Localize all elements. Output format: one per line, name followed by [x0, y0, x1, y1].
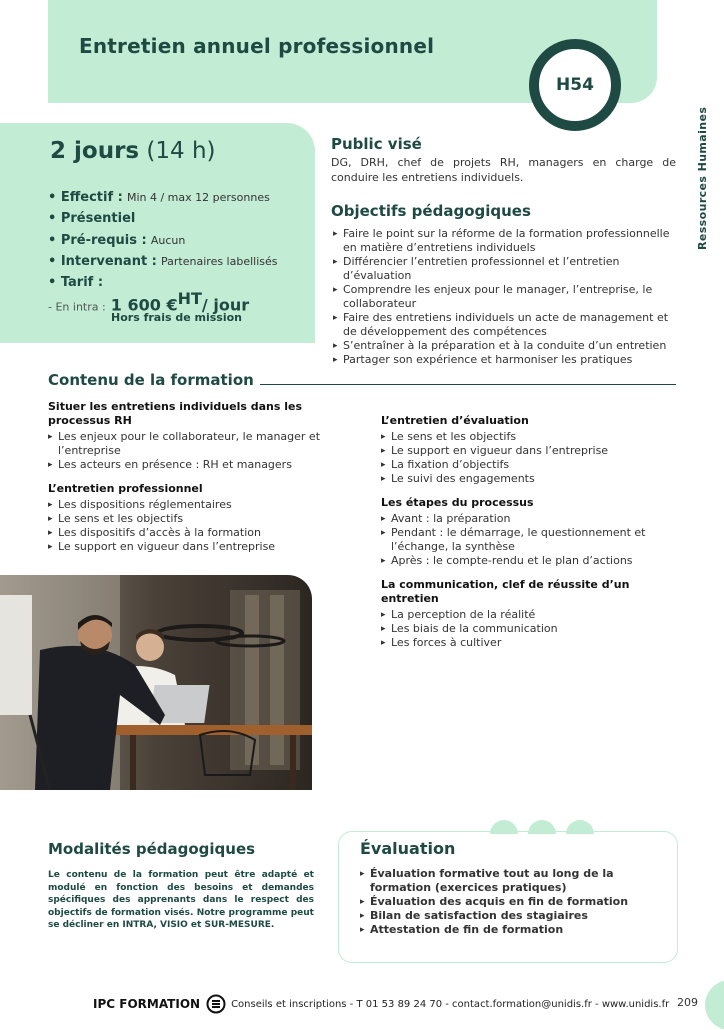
contenu-right-item: ▸ Le sens et les objectifs: [381, 430, 676, 444]
contenu-right-subheading: Les étapes du processus: [381, 496, 534, 509]
modalites-text: Le contenu de la formation peut être adapté et modulé en fonction des besoins et demandes spécifiques des apprenants dans le respect des objectifs de formation visés. Notre programme peut se décliner en INTRA, VISIO et SUR-MESURE.: [48, 870, 314, 930]
course-code-badge: [529, 39, 621, 131]
contenu-left-column: [48, 400, 328, 554]
info-presentiel: • Présentiel: [48, 211, 136, 226]
public-heading: Public visé: [331, 135, 422, 153]
evaluation-item: ▸ Attestation de fin de formation: [360, 923, 660, 937]
page-title: Entretien annuel professionnel: [79, 34, 435, 58]
footer: [93, 994, 669, 1014]
meeting-photo: [0, 575, 312, 790]
objectif-item: ▸ Faire des entretiens individuels un acte de management et de développement des compétences: [333, 311, 676, 339]
section-divider: [260, 384, 676, 385]
price-note: Hors frais de mission: [111, 311, 242, 324]
info-tarif: • Tarif :: [48, 275, 104, 290]
contenu-left-item: ▸ Les dispositifs d’accès à la formation: [48, 526, 328, 540]
public-text: DG, DRH, chef de projets RH, managers en charge de conduire les entretiens individuels.: [331, 156, 676, 184]
modalites-heading: Modalités pédagogiques: [48, 840, 256, 858]
contenu-left-list: [48, 430, 328, 472]
contenu-right-item: ▸ Le suivi des engagements: [381, 472, 676, 486]
contenu-right-list: [381, 608, 676, 650]
contenu-left-item: ▸ Le support en vigueur dans l’entreprise: [48, 540, 328, 554]
objectifs-list: [333, 227, 676, 367]
contenu-left-item: ▸ Les dispositions réglementaires: [48, 498, 328, 512]
ipc-logo-icon: [206, 994, 226, 1014]
objectif-item: ▸ Partager son expérience et harmoniser les pratiques: [333, 353, 676, 367]
objectif-item: ▸ Faire le point sur la réforme de la formation professionnelle en matière d’entretiens individuels: [333, 227, 676, 255]
info-prerequis: • Pré-requis : Aucun: [48, 233, 186, 248]
contenu-left-subheading: Situer les entretiens individuels dans les processus RH: [48, 400, 303, 427]
contenu-right-item: ▸ Les biais de la communication: [381, 622, 676, 636]
contenu-left-subheading: L’entretien professionnel: [48, 482, 203, 495]
objectif-item: ▸ S’entraîner à la préparation et à la conduite d’un entretien: [333, 339, 676, 353]
category-label: Ressources Humaines: [696, 106, 709, 250]
evaluation-item: ▸ Bilan de satisfaction des stagiaires: [360, 909, 660, 923]
contenu-right-list: [381, 430, 676, 486]
duration: 2 jours (14 h): [50, 138, 216, 164]
decorative-bumps: [490, 814, 600, 834]
evaluation-item: ▸ Évaluation des acquis en fin de formation: [360, 895, 660, 909]
corner-shape: [705, 980, 724, 1030]
contenu-right-subheading: L’entretien d’évaluation: [381, 414, 529, 427]
contenu-left-list: [48, 498, 328, 554]
contenu-right-item: ▸ Avant : la préparation: [381, 512, 676, 526]
contenu-left-item: ▸ Les enjeux pour le collaborateur, le manager et l’entreprise: [48, 430, 328, 458]
contenu-right-item: ▸ La fixation d’objectifs: [381, 458, 676, 472]
objectif-item: ▸ Différencier l’entretien professionnel et l’entretien d’évaluation: [333, 255, 676, 283]
contenu-heading: Contenu de la formation: [48, 371, 254, 389]
contenu-right-item: ▸ Après : le compte-rendu et le plan d’actions: [381, 554, 676, 568]
objectif-item: ▸ Comprendre les enjeux pour le manager, l’entreprise, le collaborateur: [333, 283, 676, 311]
contenu-right-item: ▸ Le support en vigueur dans l’entreprise: [381, 444, 676, 458]
contenu-right-item: ▸ Pendant : le démarrage, le questionnement et l’échange, la synthèse: [381, 526, 676, 554]
page-number: 209: [677, 996, 698, 1009]
info-effectif: • Effectif : Min 4 / max 12 personnes: [48, 190, 270, 205]
contenu-right-item: ▸ La perception de la réalité: [381, 608, 676, 622]
objectifs-heading: Objectifs pédagogiques: [331, 202, 531, 220]
footer-contact: Conseils et inscriptions - T 01 53 89 24 70 - contact.formation@unidis.fr - www.unidis.fr: [231, 998, 670, 1010]
evaluation-heading: Évaluation: [360, 839, 456, 858]
contenu-left-item: ▸ Le sens et les objectifs: [48, 512, 328, 526]
contenu-left-item: ▸ Les acteurs en présence : RH et managers: [48, 458, 328, 472]
evaluation-list: [360, 867, 660, 937]
evaluation-item: ▸ Évaluation formative tout au long de la formation (exercices pratiques): [360, 867, 660, 895]
footer-brand: IPC FORMATION: [93, 997, 201, 1011]
contenu-right-subheading: La communication, clef de réussite d’un entretien: [381, 578, 630, 605]
contenu-right-list: [381, 512, 676, 568]
contenu-right-column: [381, 414, 676, 650]
course-code: H54: [556, 75, 594, 95]
price: - En intra : 1 600 €$^{HT}$/ jour: [48, 289, 250, 315]
contenu-right-item: ▸ Les forces à cultiver: [381, 636, 676, 650]
info-intervenant: • Intervenant : Partenaires labellisés: [48, 254, 278, 269]
